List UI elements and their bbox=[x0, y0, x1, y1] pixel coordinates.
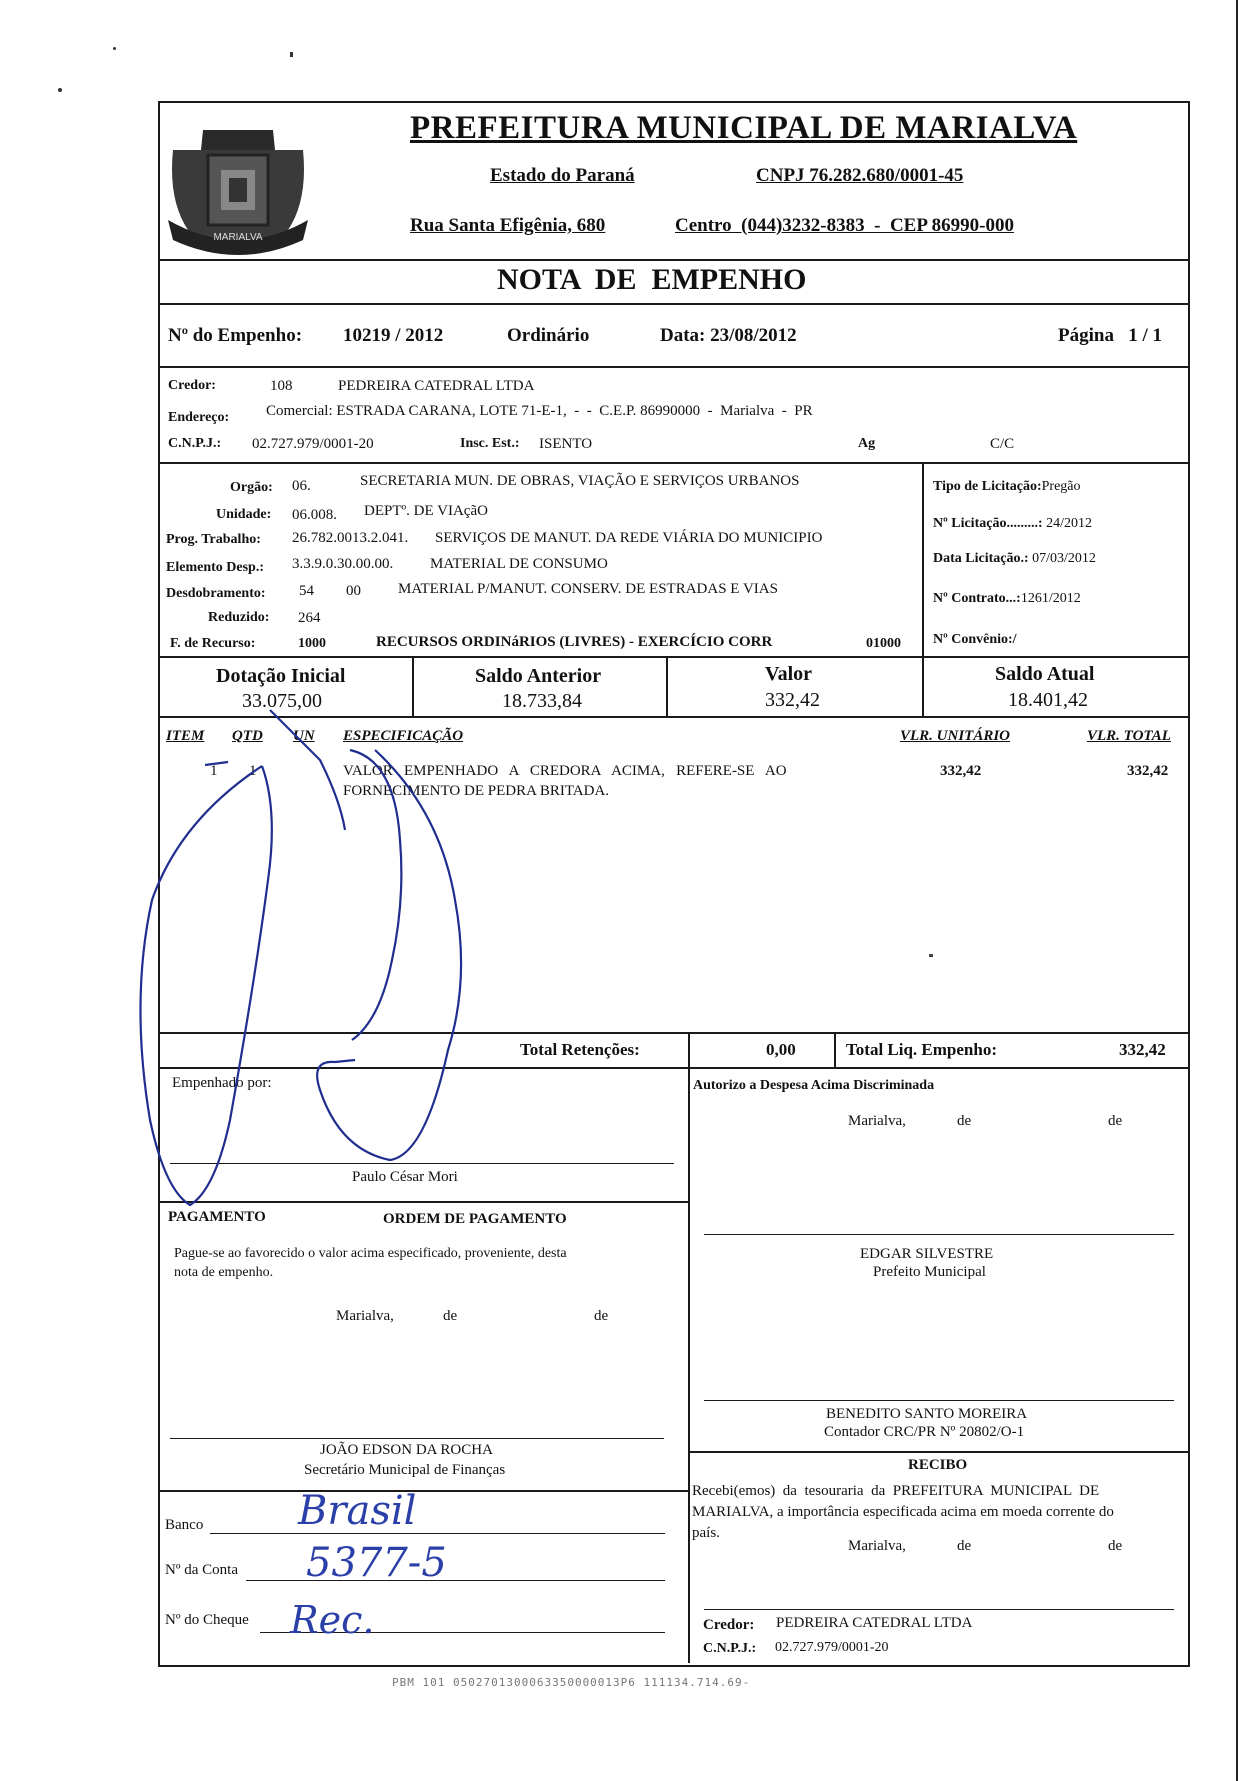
recurso-code: 1000 bbox=[298, 636, 326, 651]
valor-value: 332,42 bbox=[765, 689, 820, 711]
prog-label: Prog. Trabalho: bbox=[166, 532, 261, 547]
recurso-number: 01000 bbox=[866, 636, 901, 651]
item-spec-line1: VALOR EMPENHADO A CREDORA ACIMA, REFERE-SE AO bbox=[343, 763, 787, 779]
unidade-name: DEPTº. DE VIAçãO bbox=[364, 503, 488, 519]
scan-edge bbox=[1236, 0, 1238, 1781]
elemento-name: MATERIAL DE CONSUMO bbox=[430, 556, 608, 572]
total-retencoes-label: Total Retenções: bbox=[520, 1040, 640, 1059]
recibo-cnpj-label: C.N.P.J.: bbox=[703, 1641, 757, 1656]
recibo-text-2: MARIALVA, a importância especificada acima em moeda corrente do bbox=[692, 1504, 1114, 1520]
recibo-text-3: país. bbox=[692, 1525, 720, 1541]
saldo-anterior-label: Saldo Anterior bbox=[475, 665, 602, 687]
conta-handwritten: 5377-5 bbox=[306, 1540, 447, 1586]
pagamento-text-1: Pague-se ao favorecido o valor acima especificado, proveniente, desta bbox=[174, 1246, 567, 1261]
credor-cnpj: 02.727.979/0001-20 bbox=[252, 436, 374, 452]
autorizo-label: Autorizo a Despesa Acima Discriminada bbox=[693, 1078, 935, 1093]
empenhado-por-name: Paulo César Mori bbox=[352, 1169, 458, 1185]
recurso-label: F. de Recurso: bbox=[170, 636, 256, 651]
convenio-label: Nº Convênio:/ bbox=[933, 632, 1017, 647]
secretario-name: JOÃO EDSON DA ROCHA bbox=[320, 1442, 493, 1458]
saldo-anterior-value: 18.733,84 bbox=[502, 690, 582, 712]
total-liquido-label: Total Liq. Empenho: bbox=[846, 1040, 997, 1059]
recibo-de2: de bbox=[1108, 1538, 1123, 1554]
prefeito-name: EDGAR SILVESTRE bbox=[860, 1246, 994, 1262]
valor-label: Valor bbox=[765, 663, 813, 685]
elemento-code: 3.3.9.0.30.00.00. bbox=[292, 556, 394, 572]
empenho-number: 10219 / 2012 bbox=[343, 325, 444, 346]
recibo-credor-label: Credor: bbox=[703, 1617, 755, 1633]
orgao-name: SECRETARIA MUN. DE OBRAS, VIAÇÃO E SERVIÇOS URBANOS bbox=[360, 473, 800, 489]
total-retencoes-value: 0,00 bbox=[766, 1040, 796, 1059]
cheque-handwritten: Rec. bbox=[290, 1598, 375, 1642]
elemento-label: Elemento Desp.: bbox=[166, 560, 264, 575]
item-valor-total: 332,42 bbox=[1127, 763, 1169, 779]
desdobramento-a: 54 bbox=[299, 583, 314, 599]
banco-label: Banco bbox=[165, 1517, 204, 1533]
licitacao-data-label: Data Licitação.: 07/03/2012 bbox=[933, 551, 1096, 566]
scan-speck bbox=[113, 47, 116, 50]
col-un: UN bbox=[293, 728, 315, 744]
saldo-atual-value: 18.401,42 bbox=[1008, 689, 1088, 711]
autorizo-marialva: Marialva, bbox=[848, 1113, 906, 1129]
secretario-title: Secretário Municipal de Finanças bbox=[304, 1462, 506, 1478]
footer-code: PBM 101 0502701300063350000013P6 111134.714.69- bbox=[392, 1676, 751, 1689]
item-spec-line2: FORNECIMENTO DE PEDRA BRITADA. bbox=[343, 783, 610, 799]
cc-label: C/C bbox=[990, 436, 1015, 452]
autorizo-de1: de bbox=[957, 1113, 972, 1129]
pagamento-marialva: Marialva, bbox=[336, 1308, 394, 1324]
scan-speck bbox=[929, 954, 933, 957]
desdobramento-name: MATERIAL P/MANUT. CONSERV. DE ESTRADAS E VIAS bbox=[398, 581, 778, 597]
municipal-crest-icon bbox=[163, 110, 313, 260]
endereco-value: Comercial: ESTRADA CARANA, LOTE 71-E-1, - - C.E.P. 86990000 - Marialva - PR bbox=[266, 403, 813, 419]
recibo-credor-value: PEDREIRA CATEDRAL LTDA bbox=[776, 1615, 973, 1631]
ordem-pagamento-label: ORDEM DE PAGAMENTO bbox=[383, 1211, 567, 1227]
cheque-label: Nº do Cheque bbox=[165, 1612, 249, 1628]
credor-code: 108 bbox=[270, 378, 293, 394]
reduzido-value: 264 bbox=[298, 610, 321, 626]
empenho-number-label: Nº do Empenho: bbox=[168, 325, 303, 346]
orgao-code: 06. bbox=[292, 478, 311, 494]
endereco-label: Endereço: bbox=[168, 410, 230, 425]
dotacao-inicial-value: 33.075,00 bbox=[242, 690, 322, 712]
svg-text:MARIALVA: MARIALVA bbox=[213, 232, 263, 243]
recurso-name: RECURSOS ORDINáRIOS (LIVRES) - EXERCÍCIO CORR bbox=[376, 634, 773, 650]
dotacao-inicial-label: Dotação Inicial bbox=[216, 665, 346, 687]
contador-name: BENEDITO SANTO MOREIRA bbox=[826, 1406, 1028, 1422]
unidade-label: Unidade: bbox=[216, 507, 272, 522]
licitacao-tipo-label: Tipo de Licitação:Pregão bbox=[933, 479, 1081, 494]
state-label: Estado do Paraná bbox=[490, 165, 635, 186]
empenhado-por-label: Empenhado por: bbox=[172, 1075, 272, 1091]
insc-value: ISENTO bbox=[539, 436, 593, 452]
credor-label: Credor: bbox=[168, 378, 216, 393]
document-title: NOTA DE EMPENHO bbox=[497, 263, 807, 296]
recibo-de1: de bbox=[957, 1538, 972, 1554]
scan-speck bbox=[58, 88, 62, 92]
scan-speck bbox=[290, 52, 293, 57]
item-qtd: 1 bbox=[249, 763, 257, 779]
col-item: ITEM bbox=[166, 728, 205, 744]
contrato-label: Nº Contrato...:1261/2012 bbox=[933, 591, 1081, 606]
credor-name: PEDREIRA CATEDRAL LTDA bbox=[338, 378, 535, 394]
credor-cnpj-label: C.N.P.J.: bbox=[168, 436, 222, 451]
unidade-code: 06.008. bbox=[292, 507, 337, 523]
banco-handwritten: Brasil bbox=[298, 1488, 417, 1534]
empenho-type: Ordinário bbox=[507, 325, 590, 346]
pagamento-de2: de bbox=[594, 1308, 609, 1324]
recibo-title: RECIBO bbox=[908, 1457, 968, 1473]
item-number: 1 bbox=[210, 763, 218, 779]
address-label: Rua Santa Efigênia, 680 bbox=[410, 215, 606, 236]
insc-label: Insc. Est.: bbox=[460, 436, 520, 451]
recibo-text-1: Recebi(emos) da tesouraria da PREFEITURA MUNICIPAL DE bbox=[692, 1483, 1100, 1499]
col-qtd: QTD bbox=[232, 728, 263, 744]
prefeito-title: Prefeito Municipal bbox=[873, 1264, 986, 1280]
total-liquido-value: 332,42 bbox=[1119, 1040, 1166, 1059]
page-title: PREFEITURA MUNICIPAL DE MARIALVA bbox=[410, 110, 1078, 146]
cnpj-label: CNPJ 76.282.680/0001-45 bbox=[756, 165, 964, 186]
contador-title: Contador CRC/PR Nº 20802/O-1 bbox=[824, 1424, 1025, 1440]
recibo-cnpj-value: 02.727.979/0001-20 bbox=[775, 1640, 889, 1655]
col-especificacao: ESPECIFICAÇÃO bbox=[343, 728, 464, 744]
autorizo-de2: de bbox=[1108, 1113, 1123, 1129]
desdobramento-b: 00 bbox=[346, 583, 361, 599]
prog-code: 26.782.0013.2.041. bbox=[292, 530, 409, 546]
page-number: Página 1 / 1 bbox=[1058, 325, 1162, 346]
contact-label: Centro (044)3232-8383 - CEP 86990-000 bbox=[675, 215, 1014, 236]
pagamento-label: PAGAMENTO bbox=[168, 1209, 266, 1225]
orgao-label: Orgão: bbox=[230, 480, 273, 495]
col-valor-unitario: VLR. UNITÁRIO bbox=[900, 728, 1011, 744]
desdobramento-label: Desdobramento: bbox=[166, 586, 266, 601]
pagamento-text-2: nota de empenho. bbox=[174, 1265, 274, 1280]
ag-label: Ag bbox=[858, 436, 876, 451]
saldo-atual-label: Saldo Atual bbox=[995, 663, 1095, 685]
licitacao-num-label: Nº Licitação.........: 24/2012 bbox=[933, 516, 1092, 531]
empenho-date: Data: 23/08/2012 bbox=[660, 325, 797, 346]
item-valor-unitario: 332,42 bbox=[940, 763, 982, 779]
reduzido-label: Reduzido: bbox=[208, 610, 270, 625]
recibo-marialva: Marialva, bbox=[848, 1538, 906, 1554]
col-valor-total: VLR. TOTAL bbox=[1087, 728, 1171, 744]
conta-label: Nº da Conta bbox=[165, 1562, 238, 1578]
prog-name: SERVIÇOS DE MANUT. DA REDE VIÁRIA DO MUNICIPIO bbox=[435, 530, 823, 546]
pagamento-de1: de bbox=[443, 1308, 458, 1324]
